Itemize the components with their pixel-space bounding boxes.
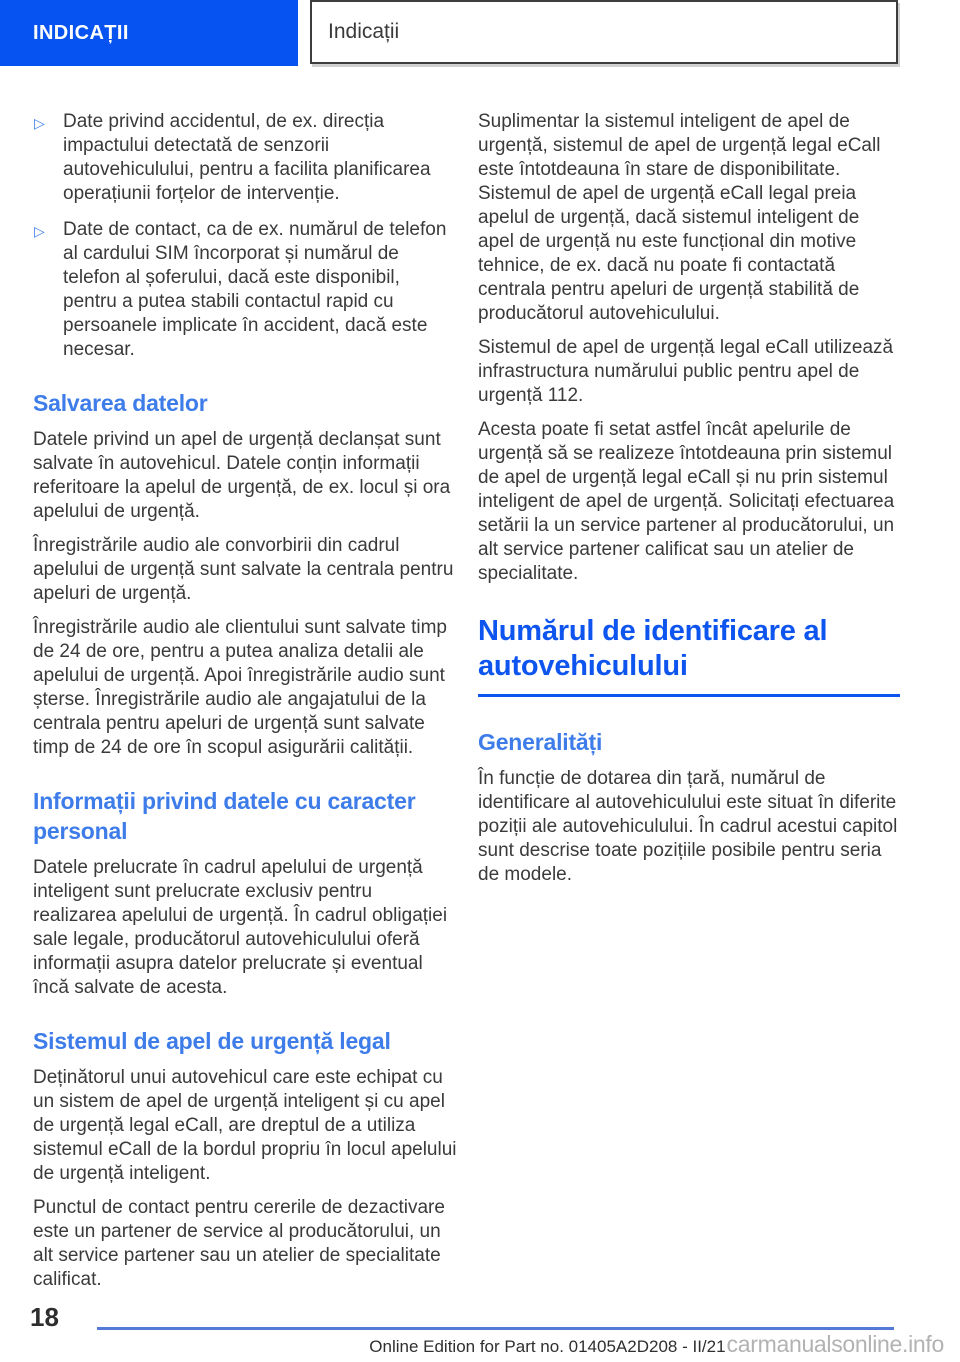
paragraph: În funcție de dotarea din țară, numărul de identificare al autovehiculului este situat în diferite poziții ale autovehiculului. În cadrul acestui capitol sunt descrise toate pozițiile posibile pentru seria de modele. bbox=[478, 768, 898, 885]
section-heading: Informații privind datele cu caracter personal bbox=[33, 788, 416, 844]
paragraph: Acesta poate fi setat astfel încât apelurile de urgență să se realizeze întotdeauna prin sistemul de apel de urgență legal eCall și nu prin sistemul inteligent de apel de urgență. Solicitați efectuarea setării la un service partener al producătorului, un alt service partener calificat sau un atelier de specialitate. bbox=[478, 419, 895, 584]
chapter-heading: Numărul de identificare al autovehiculului bbox=[478, 614, 900, 697]
running-title-box bbox=[310, 0, 898, 64]
paragraph: Sistemul de apel de urgență legal eCall utilizează infrastructura numărului public pentru apel de urgență 112. bbox=[478, 337, 894, 406]
paragraph: Datele privind un apel de urgență declanșat sunt salvate în autovehicul. Datele conțin informații referitoare la apelul de urgență, de ex. locul și ora apelului de urgență. bbox=[33, 429, 451, 522]
paragraph: Înregistrările audio ale clientului sunt salvate timp de 24 de ore, pentru a putea analiza detalii ale apelului de urgență. Apoi înregistrările audio sunt șterse. Înregistrările audio ale angajatului de la centrala pentru apeluri de urgență sunt salvate timp de 24 de ore în scopul asigurării calității. bbox=[33, 617, 447, 758]
section-heading: Salvarea datelor bbox=[33, 390, 208, 416]
list-item bbox=[33, 110, 457, 206]
chapter-tab bbox=[0, 0, 298, 66]
running-title: Indicații bbox=[328, 20, 400, 43]
bullet-text: Date privind accidentul, de ex. direcția impactului detectată de senzorii autovehiculului, pentru a facilita planificarea operațiunii forțelor de intervenție. bbox=[63, 111, 431, 204]
bullet-list bbox=[33, 110, 457, 362]
footer-line bbox=[369, 1331, 944, 1358]
paragraph: Deținătorul unui autovehicul care este echipat cu un sistem de apel de urgență inteligent și cu apel de urgență legal eCall, are dreptul de a utiliza sistemul eCall de la bordul propriu în locul apelului de urgență inteligent. bbox=[33, 1067, 457, 1184]
chapter-tab-label: INDICAȚII bbox=[33, 21, 129, 44]
paragraph: Înregistrările audio ale convorbirii din cadrul apelului de urgență sunt salvate la centrala pentru apeluri de urgență. bbox=[33, 535, 454, 604]
left-column bbox=[33, 110, 457, 1302]
right-column bbox=[478, 110, 900, 897]
triangle-bullet-icon: ▷ bbox=[34, 224, 45, 240]
footer-rule bbox=[97, 1327, 894, 1330]
list-item bbox=[33, 218, 457, 362]
section-heading: Sistemul de apel de urgență legal bbox=[33, 1028, 391, 1054]
paragraph: Punctul de contact pentru cererile de dezactivare este un partener de service al producătorului, un alt service partener sau un atelier de specialitate calificat. bbox=[33, 1197, 445, 1290]
edition-note: Online Edition for Part no. 01405A2D208 - II/21 bbox=[369, 1337, 726, 1356]
section-heading: Generalități bbox=[478, 729, 603, 755]
page-number: 18 bbox=[30, 1302, 59, 1332]
paragraph: Suplimentar la sistemul inteligent de apel de urgență, sistemul de apel de urgență legal eCall este întotdeauna în stare de disponibilitate. Sistemul de apel de urgență eCall legal preia apelul de urgență, dacă sistemul inteligent de apel de urgență nu este funcțional din motive tehnice, de ex. dacă nu poate fi contactată centrala pentru apeluri de urgență stabilită de producătorul autovehiculului. bbox=[478, 111, 881, 324]
watermark-text: carmanualsonline.info bbox=[726, 1331, 944, 1357]
paragraph: Datele prelucrate în cadrul apelului de urgență inteligent sunt prelucrate exclusiv pentru realizarea apelului de urgență. În cadrul obligației sale legale, producătorul autovehiculului oferă informații asupra datelor prelucrate și eventual încă salvate de acesta. bbox=[33, 857, 448, 998]
triangle-bullet-icon: ▷ bbox=[34, 116, 45, 132]
bullet-text: Date de contact, ca de ex. numărul de telefon al cardului SIM încorporat și numărul de telefon al șoferului, dacă este disponibil, pentru a putea stabili contactul rapid cu persoanele implicate în accident, dacă este necesar. bbox=[63, 219, 447, 360]
